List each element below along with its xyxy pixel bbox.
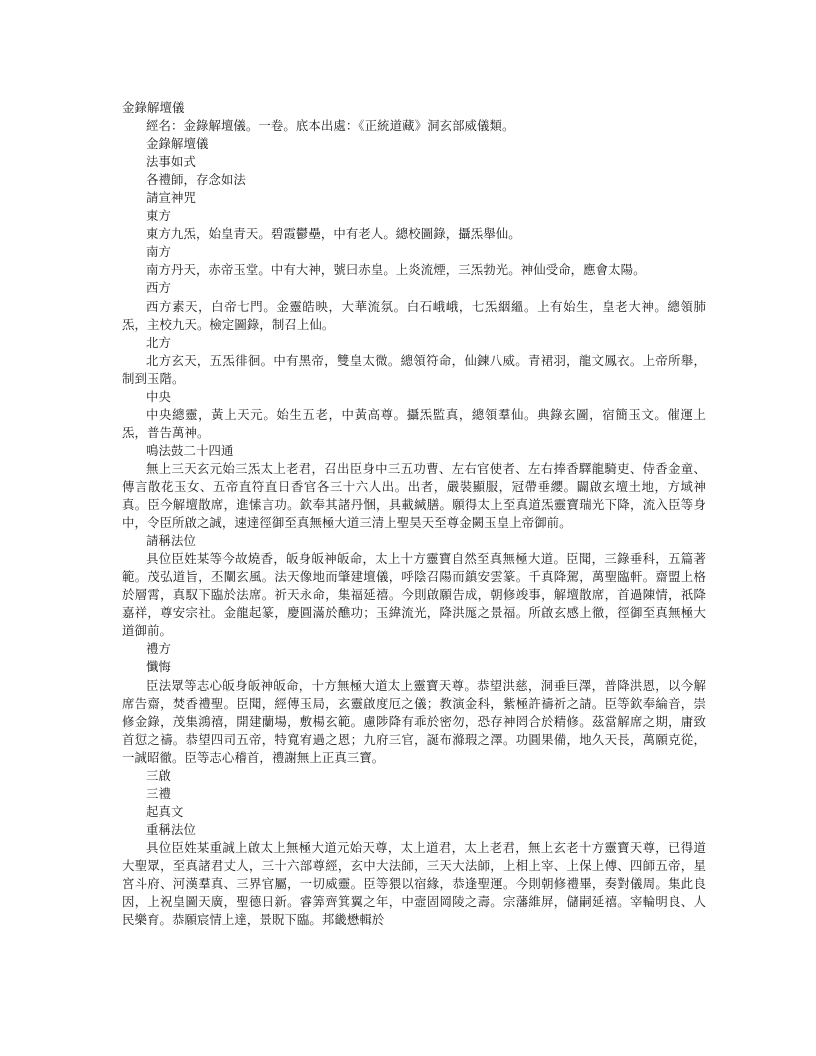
- heading-line: 南方丹天，赤帝玉堂。中有大神，號曰赤皇。上炎流煙，三炁勃光。神仙受命，應會太陽。: [146, 262, 646, 278]
- heading-line: 東方: [146, 208, 171, 224]
- heading-line: 禮方: [146, 641, 171, 657]
- heading-line: 北方: [146, 334, 171, 350]
- document-title-line: 金錄解壇儀: [122, 100, 185, 115]
- heading-line: 重稱法位: [146, 821, 196, 837]
- body-paragraph: 西方素天，白帝七門。金靈皓映，大華流氛。白石峨峨，七炁絪縕。上有始生，皇老大神。總領肺炁，主校九天。檢定圖錄，制召上仙。: [122, 298, 706, 332]
- heading-line: 東方九炁，始皇青天。碧霞鬱壘，中有老人。總校圖錄，攝炁舉仙。: [146, 226, 521, 242]
- document-text-body: [122, 99, 706, 929]
- heading-line: 起真文: [146, 803, 184, 819]
- body-paragraph: 具位臣姓某重誠上啟太上無極大道元始天尊，太上道君，太上老君，無上玄老十方靈寶天尊，已得道大聖眾，至真諸君丈人，三十六部尊經，玄中大法師，三天大法師，上相上宰、上保上傅、四師五帝，星宮斗府、河漢羣真、三界官屬，一切威靈。臣等猥以宿緣，恭逢聖運。今則朝修禮畢，奏對儀周。集此良因，上祝皇圖天廣，聖德日新。睿筭齊箕翼之年，中壼固岡陵之壽。宗藩維屏，儲嗣延禧。宰輪明良、人民樂育。恭願宸情上達，景貺下臨。邦畿懋輯於: [122, 839, 706, 928]
- heading-line: 西方: [146, 280, 171, 296]
- body-paragraph: 北方玄天，五炁徘徊。中有黑帝，雙皇太微。總領符命，仙鍊八威。青裙羽，龍文鳳衣。上帝所舉，制到玉階。: [122, 352, 706, 386]
- heading-line: 請稱法位: [146, 533, 196, 549]
- heading-line: 請宣神咒: [146, 190, 196, 206]
- heading-line: 金錄解壇儀: [146, 136, 209, 152]
- body-paragraph: 具位臣姓某等今故燒香，皈身皈神皈命，太上十方靈寶自然至真無極大道。臣聞，三錄垂科，五篇著範。茂弘道旨，丕闡玄風。法天像地而肇建壇儀，呼陰召陽而鎮安雲篆。千真降駕，萬聖臨軒。齋盟上格於層霄，真馭下臨於法席。祈天永命，集福延禧。今則啟願告成，朝修竣事，解壇散席，首過陳情，祇降嘉祥，尊安宗社。金龍起篆，慶圓滿於醮功；玉緯流光，降洪厖之景福。所啟玄感上徹，徑御至真無極大道御前。: [122, 551, 706, 639]
- heading-line: 南方: [146, 244, 171, 260]
- heading-line: 鳴法鼓二十四通: [146, 442, 234, 458]
- heading-line: 懺悔: [146, 659, 171, 675]
- heading-line: 三禮: [146, 785, 171, 801]
- body-paragraph: 無上三天玄元始三炁太上老君，召出臣身中三五功曹、左右官使者、左右捧香驛龍騎吏、侍香金童、傳言散花玉女、五帝直符直日香官各三十六人出。出者，嚴裝顯服，冠帶垂纓。闢啟玄壇土地，方域神真。臣今解壇散席，進愫言功。欽奉其諸丹悃，具載緘膳。願得太上至真道炁靈寶瑞光下降，流入臣等身中，令臣所啟之誠，速達徑御至真無極大道三清上聖昊天至尊金闕玉皇上帝御前。: [122, 460, 706, 531]
- heading-line: 法事如式: [146, 154, 196, 170]
- heading-line: 經名：金錄解壇儀。一卷。底本出處：《正統道藏》洞玄部威儀類。: [146, 118, 515, 134]
- body-paragraph: 中央總靈，黃上天元。始生五老，中黃高尊。攝炁監真，總領羣仙。典錄玄圖，宿簡玉文。催運上炁，普告萬神。: [122, 406, 706, 440]
- heading-line: 三啟: [146, 767, 171, 783]
- body-paragraph: 臣法眾等志心皈身皈神皈命，十方無極大道太上靈寶天尊。恭望洪慈，洞垂巨澤，普降洪恩，以今解席告齋，焚香禮聖。臣聞，經傳玉局，玄靈啟度厄之儀；教演金科，紫極許禱祈之請。臣等欽奉綸音，崇修金錄，茂集鴻禧，開建蘭場，敷楊玄範。慮陟降有乖於密勿，恐存神罔合於精修。茲當解席之期，庸致首愆之禱。恭望四司五帝，特寬宥過之恩；九府三官，誕布滌瑕之澤。功圓果備，地久天長，萬願克從，一誠昭徹。臣等志心稽首，禮謝無上正真三寶。: [122, 677, 706, 765]
- heading-line: 中央: [146, 388, 171, 404]
- heading-line: 各禮師，存念如法: [146, 172, 246, 188]
